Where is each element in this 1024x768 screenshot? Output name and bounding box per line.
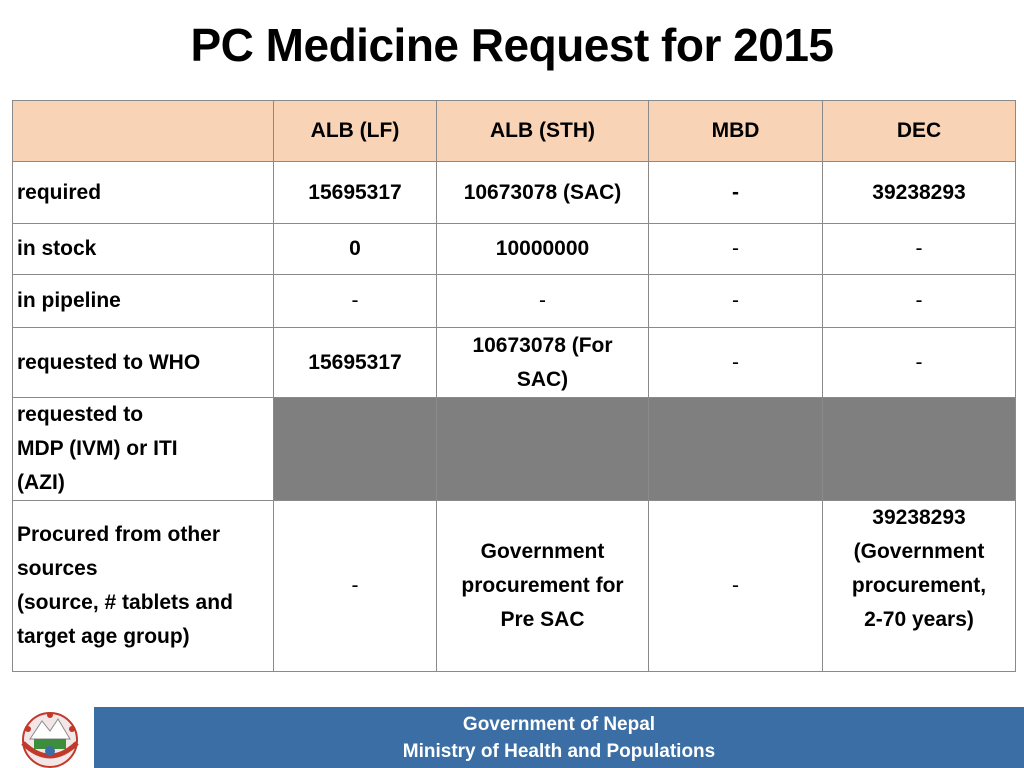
cell-procured-dec-line2: (Government xyxy=(853,540,985,563)
cell-who-alb-sth-line1: 10673078 (For xyxy=(472,333,613,357)
footer xyxy=(0,707,1024,768)
cell-mdp-alb-sth-shaded xyxy=(437,398,649,501)
cell-in-stock-alb-sth: 10000000 xyxy=(437,224,649,275)
header-cell-dec: DEC xyxy=(823,101,1016,162)
cell-in-pipeline-alb-lf: - xyxy=(274,275,437,328)
cell-mdp-dec-shaded xyxy=(823,398,1016,501)
nepal-emblem-icon xyxy=(8,707,92,768)
row-label-procured-line1: Procured from other xyxy=(17,523,221,546)
cell-procured-alb-sth xyxy=(437,501,649,672)
cell-mdp-mbd-shaded xyxy=(649,398,823,501)
cell-procured-dec-line4: 2-70 years) xyxy=(864,608,974,631)
cell-who-alb-sth-line2: SAC) xyxy=(516,367,569,391)
row-label-in-pipeline: in pipeline xyxy=(13,275,274,328)
cell-who-alb-lf: 15695317 xyxy=(274,328,437,398)
cell-procured-alb-sth-line2: procurement for xyxy=(461,574,624,597)
cell-in-stock-alb-lf: 0 xyxy=(274,224,437,275)
cell-required-dec: 39238293 xyxy=(823,162,1016,224)
medicine-request-table xyxy=(12,100,1016,672)
row-label-procured-line3: (source, # tablets and xyxy=(17,591,233,614)
cell-required-alb-lf: 15695317 xyxy=(274,162,437,224)
row-label-mdp-line3: (AZI) xyxy=(17,471,65,494)
cell-in-stock-dec: - xyxy=(823,224,1016,275)
cell-procured-alb-sth-line3: Pre SAC xyxy=(500,608,585,631)
cell-procured-mbd: - xyxy=(649,501,823,672)
row-label-requested-to-who: requested to WHO xyxy=(13,328,274,398)
cell-procured-dec xyxy=(823,501,1016,672)
cell-in-stock-mbd: - xyxy=(649,224,823,275)
table-row-procured-other xyxy=(13,501,1016,672)
table-row-in-pipeline xyxy=(13,275,1016,328)
cell-in-pipeline-dec: - xyxy=(823,275,1016,328)
row-label-procured-line2: sources xyxy=(17,557,98,580)
footer-banner xyxy=(94,707,1024,768)
header-row xyxy=(13,101,1016,162)
footer-line1: Government of Nepal xyxy=(462,714,656,735)
table-row-in-stock xyxy=(13,224,1016,275)
header-cell-alb-sth: ALB (STH) xyxy=(437,101,649,162)
cell-in-pipeline-alb-sth: - xyxy=(437,275,649,328)
emblem-graphic xyxy=(8,707,92,768)
cell-procured-dec-line1: 39238293 xyxy=(872,506,966,529)
page-title: PC Medicine Request for 2015 xyxy=(190,19,834,71)
row-label-procured-other xyxy=(13,501,274,672)
table-row-required xyxy=(13,162,1016,224)
cell-in-pipeline-mbd: - xyxy=(649,275,823,328)
footer-line2: Ministry of Health and Populations xyxy=(402,741,716,762)
cell-required-alb-sth: 10673078 (SAC) xyxy=(437,162,649,224)
row-label-requested-to-mdp xyxy=(13,398,274,501)
cell-who-mbd: - xyxy=(649,328,823,398)
header-cell-alb-lf: ALB (LF) xyxy=(274,101,437,162)
row-label-in-stock: in stock xyxy=(13,224,274,275)
row-label-mdp-line2: MDP (IVM) or ITI xyxy=(17,437,178,460)
row-label-required: required xyxy=(13,162,274,224)
cell-procured-alb-lf: - xyxy=(274,501,437,672)
cell-who-alb-sth xyxy=(437,328,649,398)
row-label-mdp-line1: requested to xyxy=(17,403,144,426)
table-row-requested-to-mdp xyxy=(13,398,1016,501)
cell-required-mbd: - xyxy=(649,162,823,224)
cell-who-dec: - xyxy=(823,328,1016,398)
cell-mdp-alb-lf-shaded xyxy=(274,398,437,501)
cell-procured-dec-line3: procurement, xyxy=(851,574,987,597)
header-cell-empty xyxy=(13,101,274,162)
cell-procured-alb-sth-line1: Government xyxy=(480,540,605,563)
header-cell-mbd: MBD xyxy=(649,101,823,162)
table-row-requested-to-who xyxy=(13,328,1016,398)
row-label-procured-line4: target age group) xyxy=(17,625,190,648)
